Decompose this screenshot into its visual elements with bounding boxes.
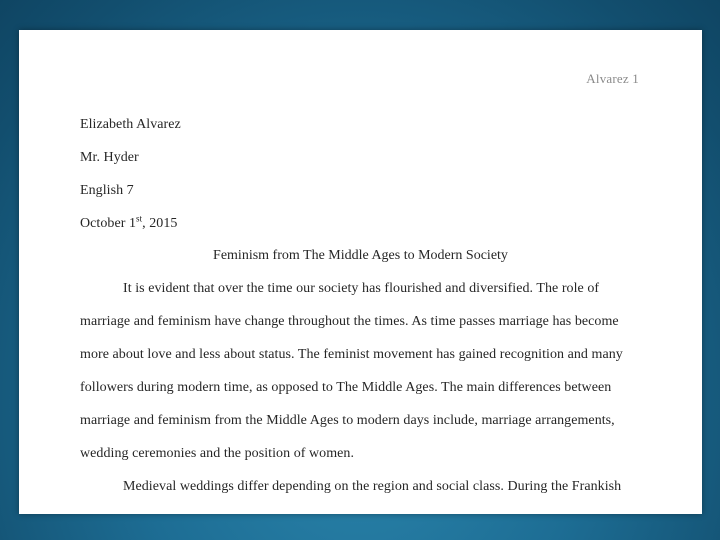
date-line — [80, 213, 178, 232]
date-month: October 1 — [80, 216, 137, 231]
course-name: English 7 — [80, 183, 134, 198]
date-year: , 2015 — [142, 216, 178, 231]
body-line: Medieval weddings differ depending on the region and social class. During the Frankish — [123, 479, 622, 494]
body-line: It is evident that over the time our society has flourished and diversified. The role of — [123, 281, 600, 296]
body-line: followers during modern time, as opposed to The Middle Ages. The main differences between — [80, 380, 612, 395]
teacher-name: Mr. Hyder — [80, 150, 139, 165]
body-line: marriage and feminism have change throughout the times. As time passes marriage has become — [80, 314, 619, 329]
body-line: wedding ceremonies and the position of women. — [80, 446, 355, 461]
document-page — [19, 30, 702, 514]
body-line: more about love and less about status. The feminist movement has gained recognition and many — [80, 347, 623, 362]
student-name: Elizabeth Alvarez — [80, 117, 181, 132]
body-line: marriage and feminism from the Middle Ages to modern days include, marriage arrangements, — [80, 413, 615, 428]
page-number-header: Alvarez 1 — [586, 71, 639, 86]
essay-title: Feminism from The Middle Ages to Modern Society — [213, 248, 508, 263]
date-suffix: st — [136, 213, 143, 224]
